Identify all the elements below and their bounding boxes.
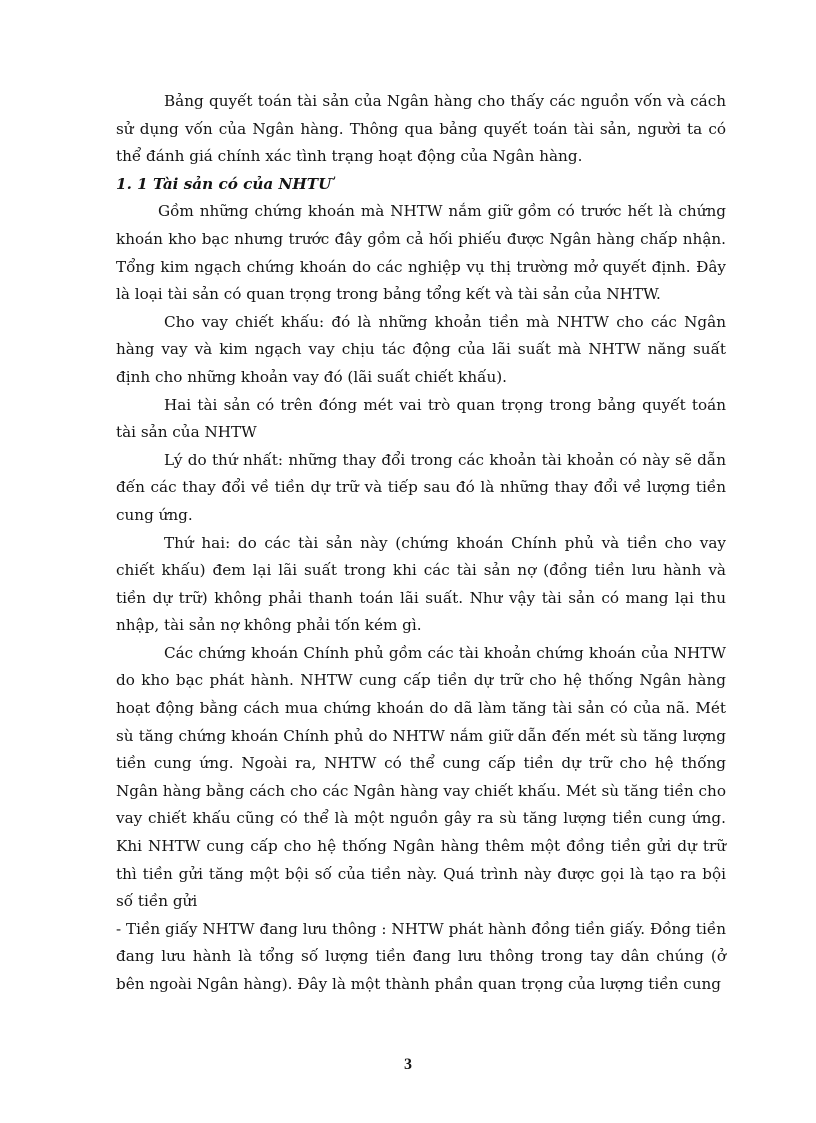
paragraph-two-assets: Hai tài sản có trên đóng mét vai trò quan trọng trong bảng quyết toán tài sản của NHTW xyxy=(116,395,726,442)
paragraph-securities: Gồm những chứng khoán mà NHTW nắm giữ gồm có trước hết là chứng khoán kho bạc nhưng trước đây gồm cả hối phiếu được Ngân hàng chấp nhận. Tổng kim ngạch chứng khoán do các nghiệp vụ thị trường mở quyết định. Đây là loại tài sản có quan trọng trong bảng tổng kết và tài sản của NHTW. xyxy=(116,202,726,304)
paragraph-second-reason: Thứ hai: do các tài sản này (chứng khoán Chính phủ và tiền cho vay chiết khấu) đem lại lãi suất trong khi các tài sản nợ (đồng tiền lưu hành và tiền dự trữ) không phải thanh toán lãi suất. Như vậy tài sản có mang lại thu nhập, tài sản nợ không phải tốn kém gì. xyxy=(116,533,726,635)
paragraph-government-securities: Các chứng khoán Chính phủ gồm các tài khoản chứng khoán của NHTW do kho bạc phát hành. NHTW cung cấp tiền dự trữ cho hệ thống Ngân hàng hoạt động bằng cách mua chứng khoán do dã làm tăng tài sản có của nã. Mét sù tăng chứng khoán Chính phủ do NHTW nắm giữ dẫn đến mét sù tăng lượng tiền cung ứng. Ngoài ra, NHTW có thể cung cấp tiền dự trữ cho hệ thống Ngân hàng bằng cách cho các Ngân hàng vay chiết khấu. Mét sù tăng tiền cho vay chiết khấu cũng có thể là một nguồn gây ra sù tăng lượng tiền cung ứng. Khi NHTW cung cấp cho hệ thống Ngân hàng thêm một đồng tiền gửi dự trữ thì tiền gửi tăng một bội số của tiền này. Quá trình này được gọi là tạo ra bội số tiền gửi xyxy=(116,643,726,911)
paragraph-intro: Bảng quyết toán tài sản của Ngân hàng cho thấy các nguồn vốn và cách sử dụng vốn của Ngân hàng. Thông qua bảng quyết toán tài sản, người ta có thể đánh giá chính xác tình trạng hoạt động của Ngân hàng. xyxy=(116,92,726,166)
paragraph-discount-loans: Cho vay chiết khấu: đó là những khoản tiền mà NHTW cho các Ngân hàng vay và kim ngạch vay chịu tác động của lãi suất mà NHTW năng suất định cho những khoản vay đó (lãi suất chiết khấu). xyxy=(116,312,726,386)
document-body xyxy=(116,88,726,999)
paragraph-first-reason: Lý do thứ nhất: những thay đổi trong các khoản tài khoản có này sẽ dẫn đến các thay đổi về tiền dự trữ và tiếp sau đó là những thay đổi về lượng tiền cung ứng. xyxy=(116,450,726,524)
page-number: 3 xyxy=(404,1056,412,1073)
section-heading: 1. 1 Tài sản có của NHTƯ xyxy=(116,174,332,193)
paragraph-currency: - Tiền giấy NHTW đang lưu thông : NHTW phát hành đồng tiền giấy. Đồng tiền đang lưu hành là tổng số lượng tiền đang lưu thông trong tay dân chúng (ở bên ngoài Ngân hàng). Đây là một thành phần quan trọng của lượng tiền cung xyxy=(116,919,726,993)
